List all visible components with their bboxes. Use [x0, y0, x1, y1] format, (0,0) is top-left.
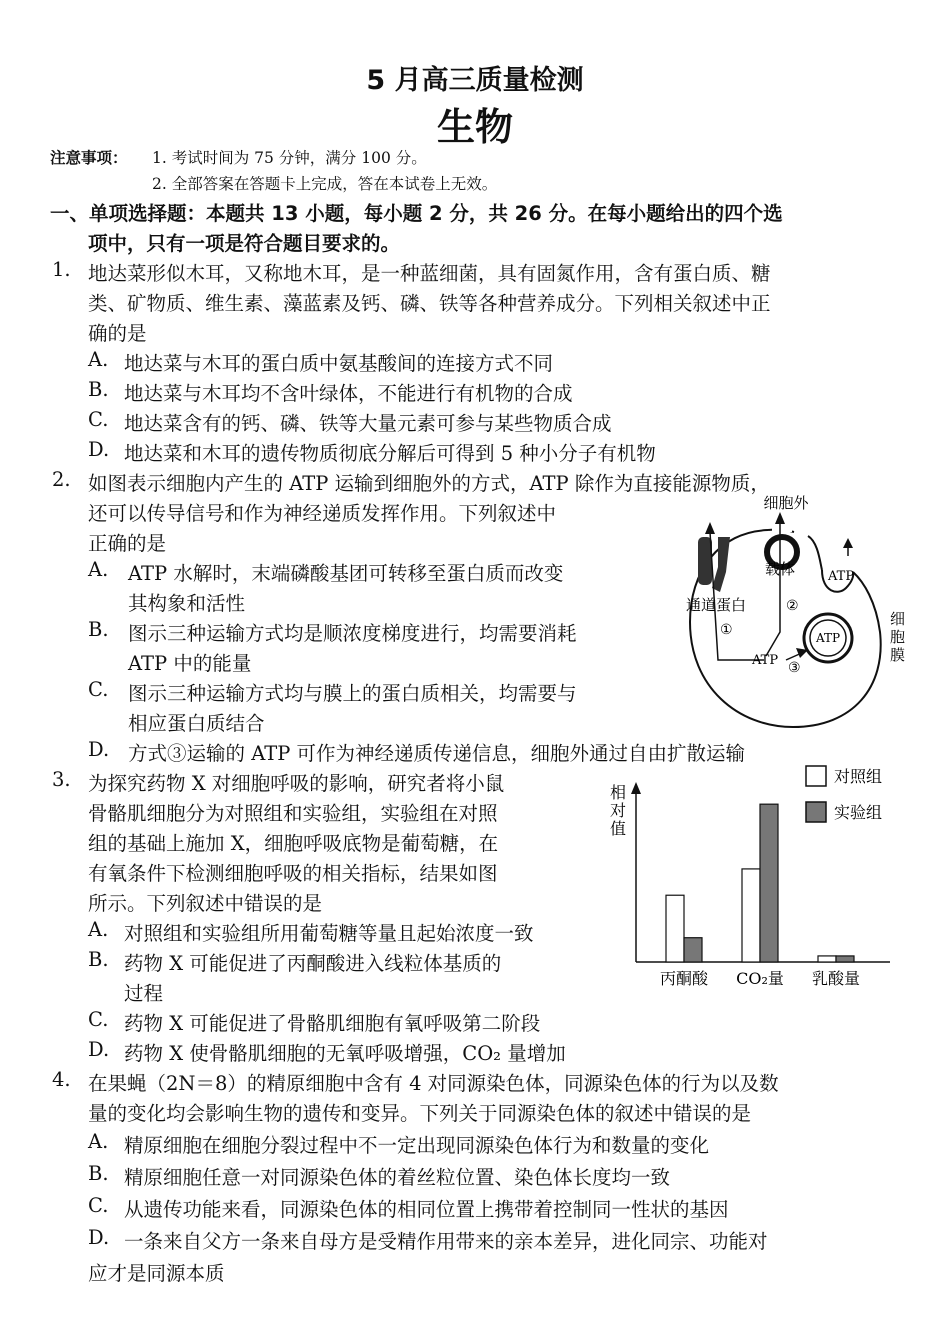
question-stem-line: 所示。下列叙述中错误的是 — [88, 892, 323, 915]
option-label: B. — [88, 618, 109, 641]
question-stem-line: 量的变化均会影响生物的遗传和变异。下列关于同源染色体的叙述中错误的是 — [88, 1102, 752, 1125]
question-number: 2. — [52, 468, 71, 491]
question-stem-line: 正确的是 — [88, 532, 167, 555]
notes-label: 注意事项： — [50, 149, 128, 167]
option-text: ATP 中的能量 — [128, 652, 252, 675]
atp-label-outside: ATP — [828, 569, 855, 584]
respiration-bar-chart — [600, 762, 910, 992]
option-text: 地达菜与木耳均不含叶绿体，不能进行有机物的合成 — [124, 382, 573, 405]
subject-title: 生物 — [436, 105, 513, 149]
legend-label-experiment: 实验组 — [834, 803, 883, 822]
question-number: 3. — [52, 768, 71, 791]
option-label: D. — [88, 438, 110, 461]
bar-experiment-0 — [684, 938, 702, 962]
option-text: 地达菜与木耳的蛋白质中氨基酸间的连接方式不同 — [124, 352, 554, 375]
question-stem-line: 还可以传导信号和作为神经递质发挥作用。下列叙述中 — [88, 502, 557, 525]
option-text: 药物 X 使骨骼肌细胞的无氧呼吸增强，CO₂ 量增加 — [124, 1042, 566, 1065]
x-tick-label: 丙酮酸 — [659, 969, 709, 988]
option-label: C. — [88, 1008, 109, 1031]
mark-3: ③ — [788, 660, 801, 676]
bar-control-2 — [818, 956, 836, 962]
option-text: 地达菜含有的钙、磷、铁等大量元素可参与某些物质合成 — [124, 412, 612, 435]
option-label: B. — [88, 1162, 109, 1185]
option-text: 应才是同源本质 — [88, 1262, 225, 1285]
section-heading-line2: 项中，只有一项是符合题目要求的。 — [88, 232, 401, 255]
arrow-head — [775, 512, 785, 524]
channel-label: 通道蛋白 — [686, 596, 747, 614]
legend-swatch-experiment — [806, 802, 826, 822]
option-label: A. — [88, 558, 109, 581]
y-label-char: 值 — [610, 819, 627, 838]
option-text: 图示三种运输方式均与膜上的蛋白质相关，均需要与 — [128, 682, 577, 705]
option-text: 相应蛋白质结合 — [128, 712, 265, 735]
question-number: 4. — [52, 1068, 71, 1091]
question-stem-line: 组的基础上施加 X，细胞呼吸底物是葡萄糖，在 — [88, 832, 499, 855]
channel-protein-right — [712, 537, 730, 592]
option-label: B. — [88, 378, 109, 401]
option-text: 对照组和实验组所用葡萄糖等量且起始浓度一致 — [124, 922, 534, 945]
option-text: 从遗传功能来看，同源染色体的相同位置上携带着控制同一性状的基因 — [124, 1198, 729, 1221]
option-label: D. — [88, 1226, 110, 1249]
arrow-head — [843, 538, 853, 548]
y-label-char: 对 — [610, 801, 627, 820]
option-text: 药物 X 可能促进了丙酮酸进入线粒体基质的 — [124, 952, 502, 975]
question-stem-line: 骨骼肌细胞分为对照组和实验组，实验组在对照 — [88, 802, 498, 825]
question-stem-line: 地达菜形似木耳，又称地木耳，是一种蓝细菌，具有固氮作用，含有蛋白质、糖 — [88, 262, 771, 285]
mark-1: ① — [720, 622, 733, 638]
option-label: C. — [88, 1194, 109, 1217]
question-stem-line: 类、矿物质、维生素、藻蓝素及钙、磷、铁等各种营养成分。下列相关叙述中正 — [88, 292, 771, 315]
carrier-label: 载体 — [765, 560, 796, 578]
membrane-label-char: 胞 — [890, 628, 906, 646]
option-label: A. — [88, 918, 109, 941]
option-text: 图示三种运输方式均是顺浓度梯度进行，均需要消耗 — [128, 622, 577, 645]
option-text: 一条来自父方一条来自母方是受精作用带来的亲本差异，进化同宗、功能对 — [124, 1230, 768, 1253]
membrane-label-char: 膜 — [890, 646, 906, 664]
question-stem-line: 为探究药物 X 对细胞呼吸的影响，研究者将小鼠 — [88, 772, 505, 795]
question-stem-line: 有氧条件下检测细胞呼吸的相关指标，结果如图 — [88, 862, 498, 885]
y-label-char: 相 — [610, 783, 627, 802]
bar-control-1 — [742, 869, 760, 962]
section-heading-line1: 一、单项选择题：本题共 13 小题，每小题 2 分，共 26 分。在每小题给出的四个选 — [50, 202, 783, 225]
legend-label-control: 对照组 — [834, 767, 883, 786]
bar-experiment-1 — [760, 804, 778, 962]
note-item-2: 2. 全部答案在答题卡上完成，答在本试卷上无效。 — [152, 175, 498, 193]
note-item-1: 1. 考试时间为 75 分钟，满分 100 分。 — [152, 149, 427, 167]
option-label: D. — [88, 1038, 110, 1061]
y-axis-arrow — [631, 782, 641, 794]
option-label: C. — [88, 678, 109, 701]
option-label: C. — [88, 408, 109, 431]
option-text: 药物 X 可能促进了骨骼肌细胞有氧呼吸第二阶段 — [124, 1012, 541, 1035]
x-tick-label: 乳酸量 — [811, 969, 861, 988]
membrane-label-char: 细 — [890, 610, 906, 628]
option-label: D. — [88, 738, 110, 761]
legend-swatch-control — [806, 766, 826, 786]
question-stem-line: 在果蝇（2N＝8）的精原细胞中含有 4 对同源染色体，同源染色体的行为以及数 — [88, 1072, 779, 1095]
atp-label-cytoplasm: ATP — [752, 653, 779, 668]
mark-2: ② — [786, 598, 799, 614]
option-label: A. — [88, 348, 109, 371]
option-label: A. — [88, 1130, 109, 1153]
option-text: ATP 水解时，末端磷酸基团可转移至蛋白质而改变 — [128, 562, 564, 585]
exam-title: 5 月高三质量检测 — [366, 65, 584, 96]
atp-transport-diagram — [668, 492, 908, 742]
x-tick-label: CO₂量 — [736, 969, 784, 988]
question-stem-line: 如图表示细胞内产生的 ATP 运输到细胞外的方式，ATP 除作为直接能源物质， — [88, 472, 770, 495]
option-text: 精原细胞在细胞分裂过程中不一定出现同源染色体行为和数量的变化 — [124, 1134, 710, 1157]
question-stem-line: 确的是 — [88, 322, 147, 345]
channel-protein-left — [698, 537, 712, 585]
option-text: 其构象和活性 — [128, 592, 246, 615]
bar-experiment-2 — [836, 956, 854, 962]
atp-label-vesicle: ATP — [815, 631, 841, 645]
membrane-segment — [808, 536, 822, 570]
option-text: 精原细胞任意一对同源染色体的着丝粒位置、染色体长度均一致 — [124, 1166, 671, 1189]
question-number: 1. — [52, 258, 71, 281]
bar-control-0 — [666, 895, 684, 962]
arrow-head — [705, 522, 715, 534]
option-text: 过程 — [124, 982, 164, 1005]
outside-label: 细胞外 — [763, 494, 809, 512]
option-text: 方式③运输的 ATP 可作为神经递质传递信息，细胞外通过自由扩散运输 — [128, 742, 746, 765]
option-text: 地达菜和木耳的遗传物质彻底分解后可得到 5 种小分子有机物 — [124, 442, 656, 465]
option-label: B. — [88, 948, 109, 971]
